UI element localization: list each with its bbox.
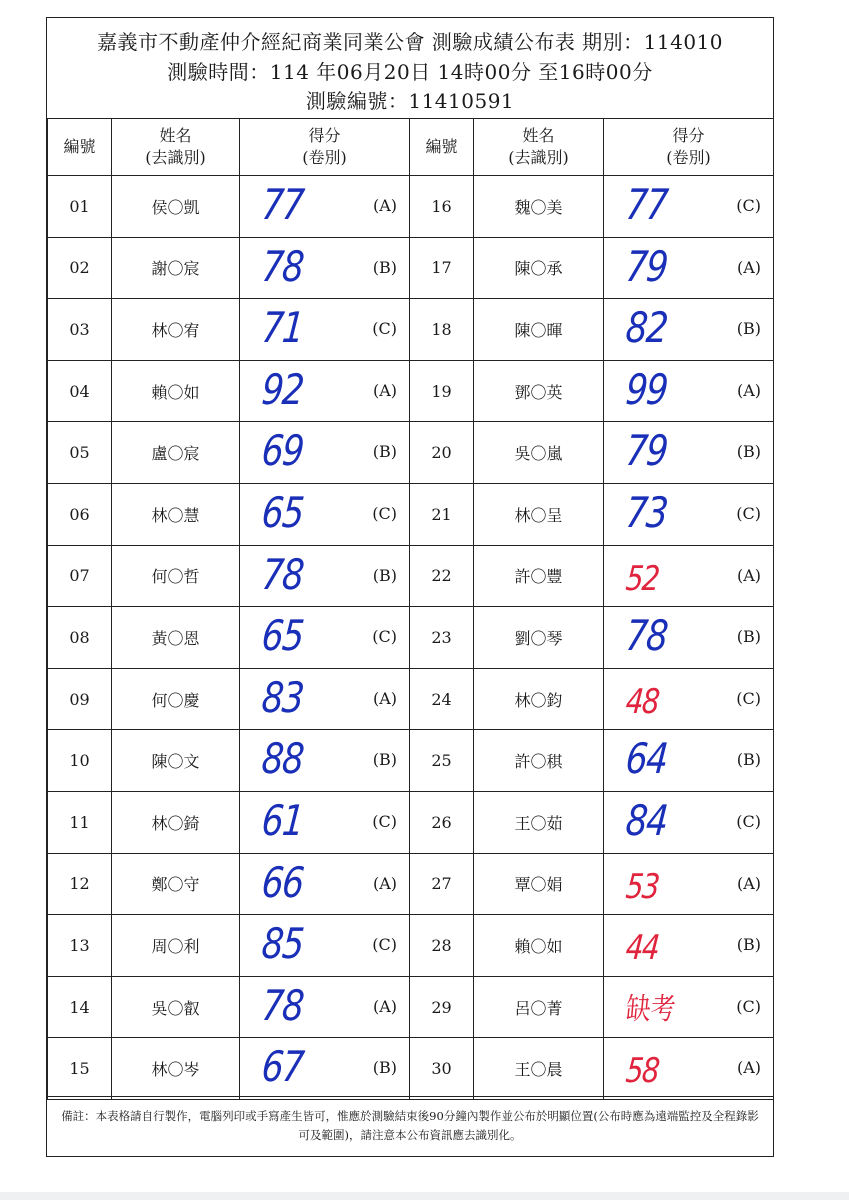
score-cell — [240, 915, 410, 977]
row-number: 18 — [410, 299, 474, 361]
paper-version: (C) — [372, 319, 397, 339]
association-title: 嘉義市不動產仲介經紀商業同業公會 測驗成績公布表 期別：114010 — [96, 30, 724, 54]
student-name: 盧〇宸 — [112, 422, 240, 484]
paper-version: (A) — [372, 380, 397, 400]
header-score: 得分 (卷別) — [604, 119, 774, 176]
row-number: 02 — [48, 237, 112, 299]
student-name: 林〇宥 — [112, 299, 240, 361]
paper-version: (C) — [736, 996, 761, 1016]
student-name: 鄭〇守 — [112, 853, 240, 915]
score-cell — [604, 853, 774, 915]
score-cell — [240, 237, 410, 299]
paper-version: (C) — [736, 196, 761, 215]
paper-version: (B) — [372, 257, 397, 277]
paper-version: (A) — [736, 257, 761, 277]
row-number: 30 — [410, 1038, 474, 1100]
header-name: 姓名 (去識別) — [112, 119, 240, 176]
row-number: 26 — [410, 791, 474, 853]
paper-version: (B) — [372, 442, 397, 462]
row-number: 01 — [48, 176, 112, 238]
row-number: 28 — [410, 915, 474, 977]
student-name: 林〇呈 — [474, 483, 604, 545]
paper-version: (B) — [372, 1058, 397, 1078]
score-cell — [240, 483, 410, 545]
table-row — [48, 976, 774, 1038]
handwritten-score: 99 — [623, 364, 669, 414]
handwritten-score: 77 — [623, 180, 669, 229]
header-number: 編號 — [48, 119, 112, 176]
table-row — [48, 422, 774, 484]
header-score: 得分 (卷別) — [240, 119, 410, 176]
header-name: 姓名 (去識別) — [474, 119, 604, 176]
student-name: 陳〇暉 — [474, 299, 604, 361]
student-name: 許〇稘 — [474, 730, 604, 792]
paper-version: (C) — [372, 935, 397, 955]
score-cell — [240, 176, 410, 238]
score-cell — [604, 299, 774, 361]
score-cell — [604, 360, 774, 422]
paper-version: (A) — [736, 873, 761, 893]
handwritten-score: 84 — [623, 795, 669, 845]
row-number: 25 — [410, 730, 474, 792]
handwritten-score: 78 — [259, 980, 305, 1030]
table-row — [48, 791, 774, 853]
title-block — [47, 18, 773, 118]
paper-version: (A) — [372, 196, 397, 215]
row-number: 16 — [410, 176, 474, 238]
score-cell — [604, 668, 774, 730]
handwritten-score: 85 — [259, 919, 305, 969]
student-name: 吳〇嵐 — [474, 422, 604, 484]
student-name: 賴〇如 — [112, 360, 240, 422]
row-number: 07 — [48, 545, 112, 607]
score-cell — [240, 730, 410, 792]
score-cell — [604, 976, 774, 1038]
table-row — [48, 1038, 774, 1100]
score-table — [47, 118, 774, 1100]
paper-version: (C) — [372, 811, 397, 831]
score-cell — [604, 545, 774, 607]
handwritten-score: 69 — [259, 426, 305, 476]
table-row — [48, 483, 774, 545]
student-name: 周〇利 — [112, 915, 240, 977]
student-name: 何〇慶 — [112, 668, 240, 730]
handwritten-score: 66 — [259, 857, 305, 907]
student-name: 林〇慧 — [112, 483, 240, 545]
row-number: 11 — [48, 791, 112, 853]
score-cell — [240, 853, 410, 915]
row-number: 27 — [410, 853, 474, 915]
student-name: 呂〇菁 — [474, 976, 604, 1038]
student-name: 侯〇凱 — [112, 176, 240, 238]
student-name: 黃〇恩 — [112, 607, 240, 669]
handwritten-score: 65 — [259, 487, 305, 537]
row-number: 08 — [48, 607, 112, 669]
paper-version: (A) — [736, 380, 761, 400]
row-number: 20 — [410, 422, 474, 484]
handwritten-score: 82 — [623, 303, 669, 353]
score-cell — [240, 299, 410, 361]
handwritten-score: 52 — [624, 558, 660, 599]
student-name: 許〇豐 — [474, 545, 604, 607]
score-cell — [240, 545, 410, 607]
student-name: 賴〇如 — [474, 915, 604, 977]
table-row — [48, 730, 774, 792]
table-header-row — [48, 119, 774, 176]
paper-version: (A) — [372, 996, 397, 1016]
handwritten-score: 71 — [259, 303, 305, 353]
student-name: 何〇哲 — [112, 545, 240, 607]
handwritten-score: 48 — [624, 681, 660, 722]
row-number: 09 — [48, 668, 112, 730]
handwritten-score: 78 — [259, 549, 305, 599]
handwritten-score: 83 — [259, 672, 305, 722]
paper-version: (C) — [736, 503, 761, 523]
paper-version: (A) — [372, 873, 397, 893]
score-sheet — [46, 17, 774, 1157]
table-row — [48, 176, 774, 238]
row-number: 29 — [410, 976, 474, 1038]
score-cell — [240, 422, 410, 484]
score-cell — [604, 237, 774, 299]
paper-version: (A) — [736, 565, 761, 585]
footnote: 備註：本表格請自行製作，電腦列印或手寫產生皆可，惟應於測驗結束後90分鐘內製作並公布於明顯位置(公布時應為遠端監控及全程錄影可及範圍)，請注意本公布資訊應去識別化。 — [47, 1096, 773, 1156]
handwritten-score: 53 — [624, 866, 660, 907]
handwritten-score: 64 — [623, 734, 669, 784]
handwritten-score: 65 — [259, 611, 305, 661]
student-name: 鄧〇英 — [474, 360, 604, 422]
student-name: 劉〇琴 — [474, 607, 604, 669]
score-cell — [240, 791, 410, 853]
table-row — [48, 853, 774, 915]
handwritten-score: 58 — [624, 1051, 660, 1092]
score-cell — [604, 607, 774, 669]
score-cell — [240, 976, 410, 1038]
score-cell — [604, 483, 774, 545]
student-name: 陳〇文 — [112, 730, 240, 792]
score-cell — [604, 791, 774, 853]
row-number: 23 — [410, 607, 474, 669]
handwritten-score: 73 — [623, 487, 669, 537]
score-cell — [604, 730, 774, 792]
score-cell — [604, 176, 774, 238]
table-row — [48, 668, 774, 730]
student-name: 林〇鈞 — [474, 668, 604, 730]
student-name: 陳〇承 — [474, 237, 604, 299]
score-cell — [240, 360, 410, 422]
row-number: 21 — [410, 483, 474, 545]
paper-version: (A) — [736, 1058, 761, 1078]
paper-version: (A) — [372, 688, 397, 708]
student-name: 王〇晨 — [474, 1038, 604, 1100]
table-row — [48, 915, 774, 977]
table-row — [48, 607, 774, 669]
score-cell — [604, 1038, 774, 1100]
row-number: 05 — [48, 422, 112, 484]
score-cell — [240, 668, 410, 730]
paper-version: (B) — [372, 750, 397, 770]
row-number: 17 — [410, 237, 474, 299]
paper-version: (B) — [736, 442, 761, 462]
scan-edge — [0, 1192, 849, 1200]
row-number: 19 — [410, 360, 474, 422]
score-cell — [604, 422, 774, 484]
handwritten-score: 92 — [259, 364, 305, 414]
student-name: 林〇錡 — [112, 791, 240, 853]
score-cell — [604, 915, 774, 977]
score-cell — [240, 607, 410, 669]
handwritten-score: 61 — [259, 795, 305, 845]
row-number: 14 — [48, 976, 112, 1038]
score-cell — [240, 1038, 410, 1100]
paper-version: (B) — [736, 319, 761, 339]
student-name: 吳〇叡 — [112, 976, 240, 1038]
handwritten-score: 78 — [259, 241, 305, 291]
handwritten-score: 88 — [259, 734, 305, 784]
row-number: 15 — [48, 1038, 112, 1100]
row-number: 22 — [410, 545, 474, 607]
paper-version: (B) — [736, 627, 761, 647]
student-name: 覃〇娟 — [474, 853, 604, 915]
header-number: 編號 — [410, 119, 474, 176]
paper-version: (B) — [736, 935, 761, 955]
row-number: 06 — [48, 483, 112, 545]
paper-version: (B) — [736, 750, 761, 770]
exam-number: 測驗編號：11410591 — [305, 89, 515, 113]
student-name: 王〇茹 — [474, 791, 604, 853]
row-number: 24 — [410, 668, 474, 730]
student-name: 林〇岑 — [112, 1038, 240, 1100]
handwritten-score: 78 — [623, 611, 669, 661]
row-number: 13 — [48, 915, 112, 977]
handwritten-score: 79 — [623, 426, 669, 476]
table-row — [48, 360, 774, 422]
paper-version: (B) — [372, 565, 397, 585]
row-number: 12 — [48, 853, 112, 915]
row-number: 10 — [48, 730, 112, 792]
exam-time: 測驗時間：114 年06月20日 14時00分 至16時00分 — [167, 60, 653, 84]
handwritten-score: 缺考 — [624, 991, 677, 1027]
row-number: 03 — [48, 299, 112, 361]
handwritten-score: 79 — [623, 241, 669, 291]
student-name: 魏〇美 — [474, 176, 604, 238]
handwritten-score: 77 — [259, 180, 305, 229]
table-row — [48, 299, 774, 361]
paper-version: (C) — [736, 811, 761, 831]
handwritten-score: 44 — [624, 928, 660, 969]
row-number: 04 — [48, 360, 112, 422]
handwritten-score: 67 — [259, 1042, 305, 1092]
paper-version: (C) — [372, 503, 397, 523]
table-row — [48, 237, 774, 299]
table-row — [48, 545, 774, 607]
paper-version: (C) — [736, 688, 761, 708]
paper-version: (C) — [372, 627, 397, 647]
student-name: 謝〇宸 — [112, 237, 240, 299]
